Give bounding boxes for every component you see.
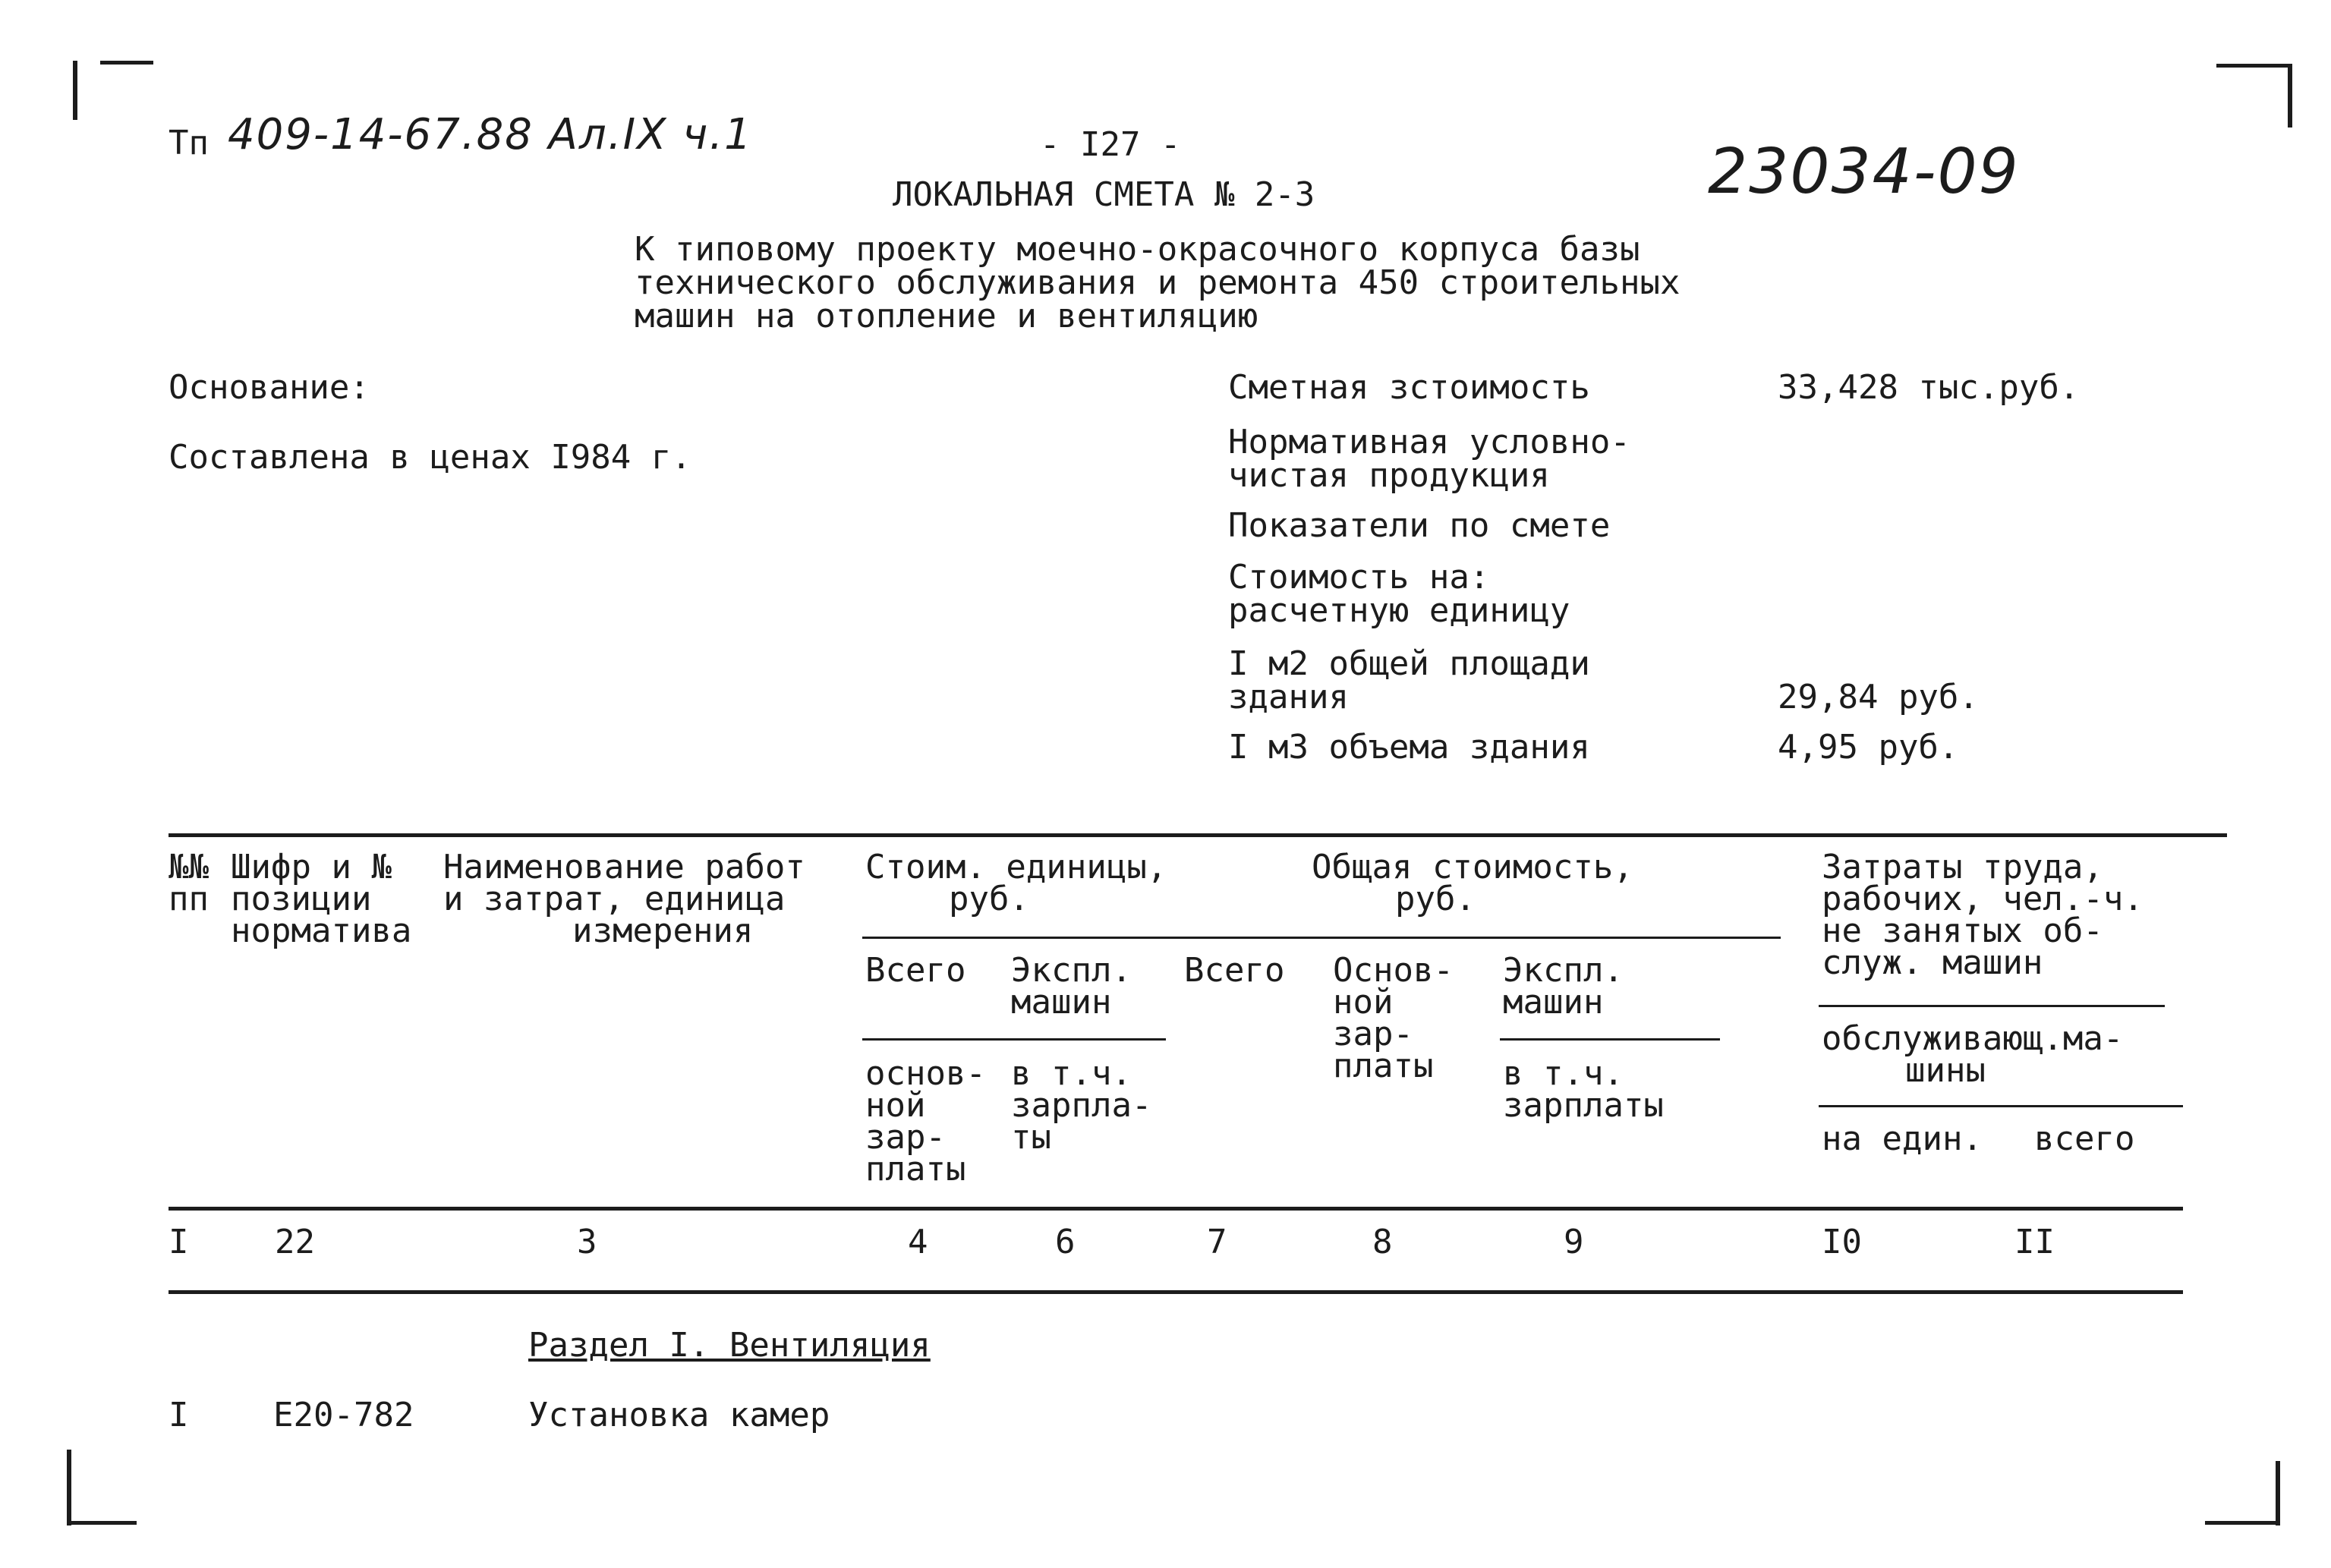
- column-number: 4: [908, 1223, 928, 1261]
- unit-basic-header-4: платы: [865, 1150, 966, 1189]
- unit-total-header: Всего: [865, 951, 966, 990]
- total-mach-header-2: машин: [1503, 983, 1604, 1022]
- column-number: I: [169, 1223, 189, 1261]
- labor-header-3: не занятых об-: [1822, 912, 2103, 950]
- estimated-cost-value: 33,428 тыс.руб.: [1778, 368, 2080, 407]
- area-line-2: здания: [1228, 678, 1349, 716]
- corner-mark-top-right: [2216, 64, 2292, 68]
- column-number: I0: [1822, 1223, 1862, 1261]
- column-number: 8: [1372, 1223, 1393, 1261]
- unit-incl-header-2: зарпла-: [1011, 1086, 1152, 1125]
- column-number: 22: [275, 1223, 315, 1261]
- header-bottom-rule: [169, 1207, 2183, 1211]
- volume-label: I м3 объема здания: [1228, 728, 1590, 767]
- unit-incl-header-3: ты: [1011, 1118, 1051, 1157]
- column-number: 9: [1564, 1223, 1584, 1261]
- col-name-header-2: и затрат, единица: [443, 880, 786, 918]
- tp-prefix: Тп: [169, 124, 209, 162]
- cost-per-line-2: расчетную единицу: [1228, 591, 1570, 630]
- column-number: 7: [1207, 1223, 1227, 1261]
- col-code-header-1: Шифр и №: [231, 848, 392, 886]
- col-name-header-3: измерения: [572, 912, 754, 950]
- labor-header-2: рабочих, чел.-ч.: [1822, 880, 2144, 918]
- labor-sub-rule-2: [1819, 1105, 2183, 1107]
- unit-cost-header-2: руб.: [949, 880, 1029, 918]
- total-incl-header-2: зарплаты: [1503, 1086, 1664, 1125]
- table-top-rule: [169, 833, 2227, 837]
- total-basic-header-2: ной: [1333, 983, 1394, 1022]
- prices-year: Составлена в ценах I984 г.: [169, 438, 691, 477]
- unit-total-cost-rule: [862, 937, 1781, 939]
- tp-code-handwritten: 409-14-67.88 Ал.IX ч.1: [228, 110, 753, 159]
- col-num-header-1: №№: [169, 848, 209, 886]
- doc-title: ЛОКАЛЬНАЯ СМЕТА № 2-3: [893, 175, 1315, 214]
- page-number: - I27 -: [1040, 125, 1181, 164]
- stamp-number-handwritten: 23034-09: [1708, 136, 2020, 208]
- basis-label: Основание:: [169, 368, 370, 407]
- total-basic-header-4: платы: [1333, 1047, 1434, 1085]
- corner-mark-bottom-right-h: [2205, 1521, 2280, 1525]
- total-mach-header-1: Экспл.: [1503, 951, 1624, 990]
- total-cost-header-1: Общая стоимость,: [1312, 848, 1633, 886]
- area-value: 29,84 руб.: [1778, 678, 1979, 716]
- labor-header-4: служ. машин: [1822, 943, 2043, 982]
- subtitle-line-1: К типовому проекту моечно-окрасочного корпуса базы: [635, 230, 1640, 269]
- col-code-header-2: позиции: [231, 880, 372, 918]
- row-name: Установка камер: [528, 1396, 830, 1434]
- estimated-cost-label: Сметная зстоимость: [1228, 368, 1590, 407]
- numbers-bottom-rule: [169, 1290, 2183, 1294]
- volume-value: 4,95 руб.: [1778, 728, 1959, 767]
- unit-mach-header-2: машин: [1011, 983, 1112, 1022]
- subtitle-line-3: машин на отопление и вентиляцию: [635, 297, 1258, 335]
- unit-incl-header-1: в т.ч.: [1011, 1054, 1132, 1093]
- unit-basic-header-2: ной: [865, 1086, 926, 1125]
- column-number: 6: [1055, 1223, 1076, 1261]
- norm-product-line-1: Нормативная условно-: [1228, 423, 1630, 461]
- row-code: Е20-782: [273, 1396, 414, 1434]
- col-num-header-2: пп: [169, 880, 209, 918]
- unit-basic-header-1: основ-: [865, 1054, 986, 1093]
- col-code-header-3: норматива: [231, 912, 412, 950]
- labor-serv-header-2: шины: [1905, 1051, 1986, 1090]
- unit-cost-header-1: Стоим. единицы,: [865, 848, 1167, 886]
- col-name-header-1: Наименование работ: [443, 848, 805, 886]
- corner-mark-bottom-left-h: [67, 1521, 137, 1525]
- norm-product-line-2: чистая продукция: [1228, 456, 1550, 495]
- total-basic-header-3: зар-: [1333, 1015, 1413, 1053]
- subtitle-line-2: технического обслуживания и ремонта 450 строительных: [635, 263, 1681, 302]
- total-all-header: Всего: [1184, 951, 1285, 990]
- row-number: I: [169, 1396, 189, 1434]
- indicators-label: Показатели по смете: [1228, 506, 1611, 545]
- labor-header-1: Затраты труда,: [1822, 848, 2103, 886]
- total-basic-header-1: Основ-: [1333, 951, 1454, 990]
- labor-total-header: всего: [2034, 1119, 2135, 1158]
- corner-mark-bottom-left: [67, 1450, 71, 1525]
- corner-mark-top-right-v: [2288, 64, 2292, 128]
- corner-mark-bottom-right: [2276, 1461, 2280, 1525]
- total-mach-rule: [1500, 1038, 1720, 1041]
- labor-serv-header-1: обслуживающ.ма-: [1822, 1019, 2124, 1058]
- area-line-1: I м2 общей площади: [1228, 644, 1590, 683]
- labor-per-unit-header: на един.: [1822, 1119, 1983, 1158]
- labor-sub-rule-1: [1819, 1005, 2165, 1007]
- corner-mark-top-left-h: [100, 61, 153, 65]
- total-cost-header-2: руб.: [1395, 880, 1476, 918]
- corner-mark-top-left: [73, 61, 77, 120]
- column-number: 3: [577, 1223, 597, 1261]
- unit-mach-header-1: Экспл.: [1011, 951, 1132, 990]
- section-title: Раздел I. Вентиляция: [528, 1326, 931, 1365]
- unit-mach-rule: [862, 1038, 1166, 1041]
- column-number: II: [2014, 1223, 2055, 1261]
- unit-basic-header-3: зар-: [865, 1118, 946, 1157]
- total-incl-header-1: в т.ч.: [1503, 1054, 1624, 1093]
- cost-per-line-1: Стоимость на:: [1228, 558, 1490, 597]
